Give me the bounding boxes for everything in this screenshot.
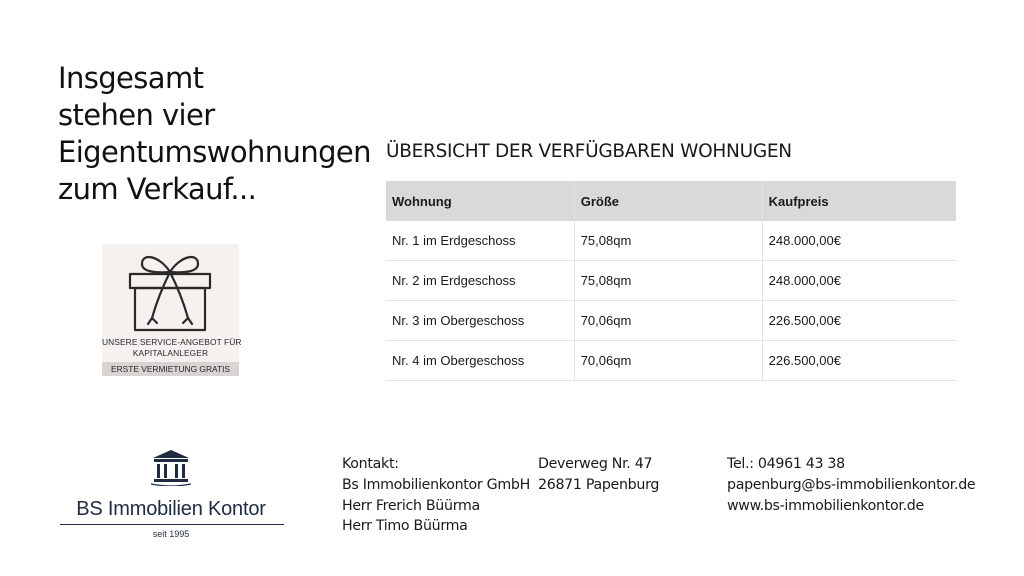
service-promo-card: [102, 244, 242, 376]
cell-groesse: 70,06qm: [574, 301, 762, 341]
table-header-row: [386, 181, 956, 221]
contact-person: Herr Timo Büürma: [342, 518, 468, 535]
headline-line: Insgesamt: [58, 61, 204, 95]
table-row: [386, 221, 956, 261]
cell-groesse: 75,08qm: [574, 221, 762, 261]
phone-number: Tel.: 04961 43 38: [727, 456, 845, 472]
company-name: BS Immobilien Kontor: [76, 498, 266, 520]
address-street: Deverweg Nr. 47: [538, 456, 653, 472]
promo-text: UNSERE SERVICE-ANGEBOT FÜR: [102, 337, 242, 347]
headline: [58, 60, 378, 208]
gift-icon: [124, 248, 216, 334]
company-logo: [58, 448, 284, 544]
contact-person: Herr Frerich Büürma: [342, 497, 480, 514]
headline-line: stehen vier: [58, 98, 215, 132]
logo-divider: [60, 524, 284, 525]
address-city: 26871 Papenburg: [538, 476, 660, 493]
cell-groesse: 70,06qm: [574, 341, 762, 381]
table-row: [386, 341, 956, 381]
contact-details-column: [727, 454, 975, 516]
cell-wohnung: Nr. 3 im Obergeschoss: [386, 301, 574, 341]
email-address[interactable]: papenburg@bs-immobilienkontor.de: [727, 476, 976, 493]
temple-icon: [149, 448, 193, 486]
website-link[interactable]: www.bs-immobilienkontor.de: [727, 497, 924, 514]
cell-wohnung: Nr. 4 im Obergeschoss: [386, 341, 574, 381]
table-row: [386, 301, 956, 341]
promo-text: KAPITALANLEGER: [132, 348, 209, 358]
column-header-wohnung: Wohnung: [386, 181, 574, 221]
cell-groesse: 75,08qm: [574, 261, 762, 301]
company-since: seit 1995: [152, 529, 190, 539]
contact-column: [342, 454, 530, 537]
apartments-table: [386, 181, 956, 381]
address-column: [538, 454, 659, 496]
table-row: [386, 261, 956, 301]
cell-kaufpreis: 248.000,00€: [762, 261, 956, 301]
cell-kaufpreis: 248.000,00€: [762, 221, 956, 261]
cell-kaufpreis: 226.500,00€: [762, 341, 956, 381]
cell-wohnung: Nr. 2 im Erdgeschoss: [386, 261, 574, 301]
column-header-kaufpreis: Kaufpreis: [762, 181, 956, 221]
contact-label: Kontakt:: [342, 456, 399, 472]
cell-kaufpreis: 226.500,00€: [762, 301, 956, 341]
cell-wohnung: Nr. 1 im Erdgeschoss: [386, 221, 574, 261]
company-legal-name: Bs Immobilienkontor GmbH: [342, 476, 530, 493]
column-header-groesse: Größe: [574, 181, 762, 221]
headline-line: zum Verkauf...: [58, 172, 257, 206]
table-title: ÜBERSICHT DER VERFÜGBAREN WOHNUGEN: [386, 141, 792, 162]
headline-line: Eigentumswohnungen: [58, 135, 371, 169]
promo-badge: ERSTE VERMIETUNG GRATIS: [102, 362, 239, 376]
